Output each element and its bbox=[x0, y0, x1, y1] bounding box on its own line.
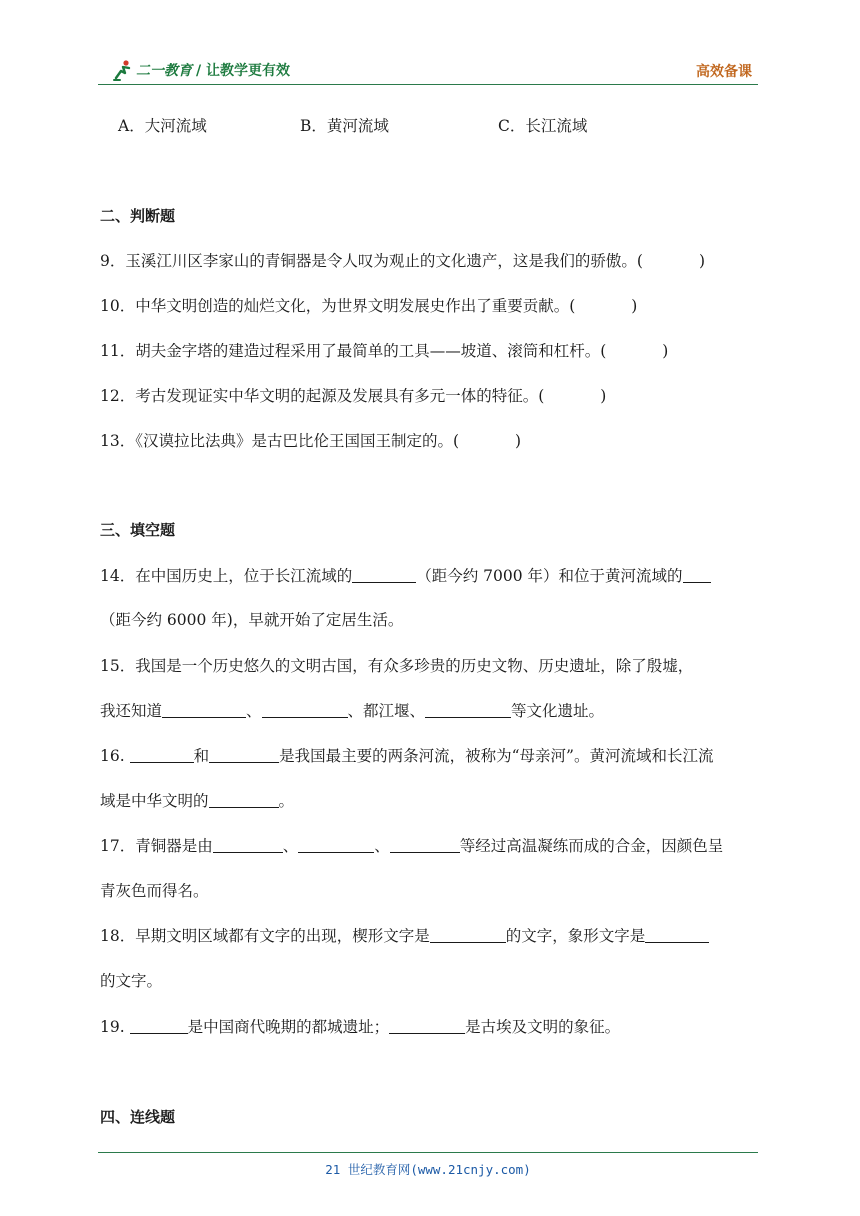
logo-slogan: / 让教学更有效 bbox=[196, 63, 290, 79]
section-title-fill: 三、填空题 bbox=[100, 521, 176, 539]
question-text: 和 bbox=[193, 747, 210, 765]
question-text: 《汉谟拉比法典》是古巴比伦王国国王制定的。( bbox=[135, 432, 460, 450]
paren-close: ) bbox=[631, 297, 638, 315]
page-footer: 21 世纪教育网(www.21cnjy.com) bbox=[325, 1162, 531, 1177]
question-text: 18．早期文明区域都有文字的出现，楔形文字是 bbox=[100, 927, 430, 945]
question-number: 11． bbox=[100, 342, 136, 360]
question-16-line-2 bbox=[100, 790, 294, 812]
question-text: 考古发现证实中华文明的起源及发展具有多元一体的特征。( bbox=[135, 387, 545, 405]
answer-blank[interactable] bbox=[389, 1017, 465, 1034]
paren-close: ) bbox=[600, 387, 607, 405]
question-14-line-2 bbox=[100, 609, 403, 631]
question-text: （距今约 6000 年)，早就开始了定居生活。 bbox=[100, 611, 404, 629]
question-text: 是我国最主要的两条河流，被称为“母亲河”。黄河流域和长江流 bbox=[279, 747, 714, 765]
question-text: 15．我国是一个历史悠久的文明古国，有众多珍贵的历史文物、历史遗址，除了殷墟， bbox=[100, 657, 694, 675]
option-b: B．黄河流域 bbox=[300, 117, 389, 135]
page-header bbox=[98, 58, 758, 82]
question-text: 14．在中国历史上，位于长江流域的 bbox=[100, 567, 353, 585]
footer-divider bbox=[98, 1152, 758, 1153]
question-15-line-2 bbox=[100, 700, 604, 722]
option-c: C．长江流域 bbox=[498, 117, 588, 135]
question-number: 12． bbox=[100, 387, 136, 405]
answer-blank[interactable] bbox=[298, 836, 374, 853]
answer-blank[interactable] bbox=[683, 566, 711, 583]
question-text: 、 bbox=[246, 702, 262, 720]
question-10 bbox=[100, 295, 637, 317]
question-text: 19. bbox=[100, 1018, 130, 1036]
question-14-line-1 bbox=[100, 565, 711, 587]
answer-blank[interactable] bbox=[130, 746, 194, 763]
question-text: 17．青铜器是由 bbox=[100, 837, 213, 855]
question-text: 是古埃及文明的象征。 bbox=[465, 1018, 621, 1036]
runner-logo-icon bbox=[112, 59, 134, 81]
answer-blank[interactable] bbox=[390, 836, 460, 853]
question-text: 玉溪江川区李家山的青铜器是令人叹为观止的文化遗产，这是我们的骄傲。( bbox=[125, 252, 643, 270]
question-number: 10． bbox=[100, 297, 136, 315]
question-text: 、 bbox=[282, 837, 299, 855]
answer-blank[interactable] bbox=[430, 926, 506, 943]
question-15-line-1 bbox=[100, 655, 693, 677]
question-text: （距今约 7000 年）和位于黄河流域的 bbox=[416, 567, 683, 585]
answer-blank[interactable] bbox=[162, 701, 246, 718]
answer-blank[interactable] bbox=[262, 701, 348, 718]
header-divider bbox=[98, 84, 758, 85]
paren-close: ) bbox=[662, 342, 669, 360]
question-text: 的文字。 bbox=[100, 972, 163, 990]
answer-blank[interactable] bbox=[209, 791, 279, 808]
question-text: 等经过高温凝练而成的合金，因颜色呈 bbox=[459, 837, 724, 855]
option-a: A．大河流域 bbox=[118, 117, 207, 135]
question-text: 中华文明创造的灿烂文化，为世界文明发展史作出了重要贡献。( bbox=[135, 297, 576, 315]
question-text: 青灰色而得名。 bbox=[100, 882, 209, 900]
paren-close: ) bbox=[515, 432, 522, 450]
question-17-line-2 bbox=[100, 880, 209, 902]
question-text: 。 bbox=[278, 792, 295, 810]
question-number: 13． bbox=[100, 432, 136, 450]
question-9 bbox=[100, 250, 705, 272]
answer-blank[interactable] bbox=[130, 1017, 188, 1034]
section-title-match: 四、连线题 bbox=[100, 1108, 176, 1126]
paren-close: ) bbox=[698, 252, 705, 270]
question-text: 胡夫金字塔的建造过程采用了最简单的工具——坡道、滚筒和杠杆。( bbox=[135, 342, 607, 360]
logo bbox=[112, 58, 290, 82]
question-text: 是中国商代晚期的都城遗址； bbox=[187, 1018, 390, 1036]
question-18-line-2 bbox=[100, 970, 162, 992]
logo-name: 二一教育 bbox=[136, 63, 192, 79]
question-13 bbox=[100, 430, 521, 452]
question-18-line-1 bbox=[100, 925, 709, 947]
answer-blank[interactable] bbox=[425, 701, 511, 718]
question-text: 我还知道 bbox=[100, 702, 163, 720]
question-16-line-1 bbox=[100, 745, 713, 767]
question-text: 16. bbox=[100, 747, 130, 765]
question-text: 的文字，象形文字是 bbox=[505, 927, 646, 945]
question-text: 等文化遗址。 bbox=[511, 702, 605, 720]
question-text: 、 bbox=[374, 837, 390, 855]
question-number: 9． bbox=[100, 252, 126, 270]
answer-blank[interactable] bbox=[209, 746, 279, 763]
answer-blank[interactable] bbox=[352, 566, 416, 583]
question-17-line-1 bbox=[100, 835, 723, 857]
answer-blank[interactable] bbox=[213, 836, 283, 853]
question-12 bbox=[100, 385, 606, 407]
question-text: 、都江堰、 bbox=[347, 702, 426, 720]
header-tagline: 高效备课 bbox=[696, 64, 752, 80]
section-title-judge: 二、判断题 bbox=[100, 207, 176, 225]
question-11 bbox=[100, 340, 668, 362]
question-19 bbox=[100, 1016, 620, 1038]
answer-blank[interactable] bbox=[645, 926, 709, 943]
question-text: 域是中华文明的 bbox=[100, 792, 209, 810]
